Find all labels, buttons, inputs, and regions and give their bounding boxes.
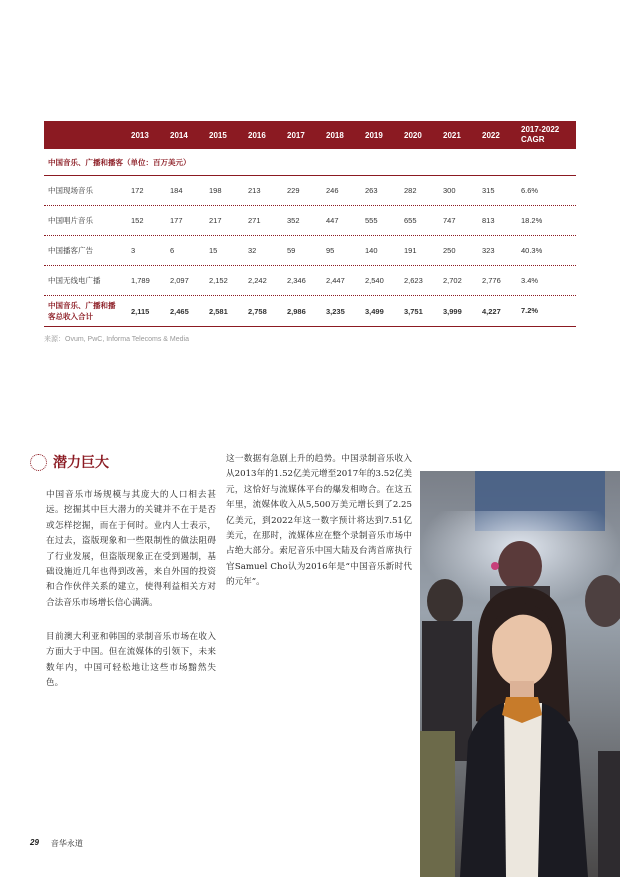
- cell-value: 2,581: [209, 306, 228, 316]
- cell-value: 555: [365, 216, 378, 225]
- cell-value: 271: [248, 216, 261, 225]
- cell-value: 32: [248, 246, 257, 255]
- cell-value: 4,227: [482, 306, 501, 316]
- year-header: 2014: [170, 130, 188, 140]
- row-label: 中国唱片音乐: [48, 216, 93, 225]
- year-header: 2015: [209, 130, 227, 140]
- cell-value: 2,776: [482, 276, 501, 285]
- cell-value: 250: [443, 246, 456, 255]
- cell-value: 3: [131, 246, 136, 255]
- cell-value: 152: [131, 216, 144, 225]
- cell-value: 1,789: [131, 276, 150, 285]
- cell-value: 172: [131, 186, 144, 195]
- page-number: 29: [30, 838, 39, 847]
- cell-value: 352: [287, 216, 300, 225]
- table-row: [44, 206, 576, 236]
- year-header: 2020: [404, 130, 422, 140]
- cell-value: 3,999: [443, 306, 462, 316]
- year-header: 2013: [131, 130, 149, 140]
- cell-value: 282: [404, 186, 417, 195]
- cell-value: 191: [404, 246, 417, 255]
- cagr-header-line: 2017-2022: [521, 125, 560, 134]
- cell-value: 2,986: [287, 306, 306, 316]
- cell-value: 217: [209, 216, 222, 225]
- publication-name: 音华永道: [50, 839, 83, 848]
- row-label: [44, 300, 131, 322]
- table-row: [44, 236, 576, 266]
- cell-value: 2,346: [287, 276, 306, 285]
- year-header: 2016: [248, 130, 266, 140]
- table-header: [44, 121, 576, 149]
- year-header: 2017: [287, 130, 305, 140]
- cell-cagr: 18.2%: [521, 215, 543, 225]
- cell-value: 198: [209, 186, 222, 195]
- cell-cagr: 7.2%: [521, 306, 539, 315]
- page-footer: [30, 838, 83, 849]
- paragraph-3: 这一数据有急剧上升的趋势。中国录制音乐收入从2013年的1.52亿美元增至2017年的3.52亿美元，这恰好与流媒体平台的爆发相吻合。在这五年里，流媒体收入从5,500万美元增长到了2.25亿美元，到2022年这一数字预计将达到7.51亿美元，在那时，流媒体应在整个录制音乐市场中占绝大部分。索尼音乐中国大陆及台湾首席执行官Samuel Cho认为2016年是“中国音乐新时代的元年”。: [226, 454, 412, 588]
- cell-value: 323: [482, 246, 495, 255]
- cell-value: 447: [326, 216, 339, 225]
- paragraph-1: 中国音乐市场规模与其庞大的人口相去甚远。挖掘其中巨大潜力的关键并不在于是否或怎样挖掘，而在于何时。业内人士表示，在过去，盗版现象和一些限制性的做法阻碍了行业发展，但盗版现象正在受到遏制，基础设施近几年也得到改善，来自外国的投资和合作伙伴关系的建立，使得利益相关方对合法音乐市场增长信心满满。: [46, 490, 216, 608]
- cell-value: 6: [170, 246, 175, 255]
- cell-value: 184: [170, 186, 183, 195]
- cell-cagr: 40.3%: [521, 245, 543, 255]
- cell-value: 2,702: [443, 276, 462, 285]
- year-header: 2021: [443, 130, 461, 140]
- cell-value: 140: [365, 246, 378, 255]
- cell-value: 2,242: [248, 276, 267, 285]
- paragraph-2: 目前澳大利亚和韩国的录制音乐市场在收入方面大于中国。但在流媒体的引领下，未来数年内，中国可轻松地让这些市场黯然失色。: [46, 632, 216, 689]
- cell-value: 2,465: [170, 306, 189, 316]
- row-label: 中国播客广告: [48, 246, 93, 255]
- cell-value: 3,751: [404, 306, 423, 316]
- cell-value: 813: [482, 216, 495, 225]
- cell-cagr: 3.4%: [521, 275, 539, 285]
- table-row: [44, 176, 576, 206]
- section-heading-title: 潜力巨大: [53, 455, 109, 471]
- photo-woman-crowd: [420, 471, 620, 877]
- cell-value: 2,115: [131, 306, 150, 316]
- cell-value: 15: [209, 246, 218, 255]
- cagr-header: [521, 125, 575, 145]
- cagr-header-line: CAGR: [521, 135, 545, 144]
- row-label-line: 客总收入合计: [48, 312, 93, 321]
- revenue-table: [44, 121, 576, 327]
- cell-value: 95: [326, 246, 335, 255]
- cell-value: 747: [443, 216, 456, 225]
- cell-value: 246: [326, 186, 339, 195]
- cell-value: 2,758: [248, 306, 267, 316]
- table-row: [44, 266, 576, 296]
- year-header: 2018: [326, 130, 344, 140]
- cell-value: 2,623: [404, 276, 423, 285]
- source-note: 来源：Ovum, PwC, Informa Telecoms & Media: [44, 336, 189, 343]
- row-label: 中国无线电广播: [48, 276, 101, 285]
- row-label-line: 中国音乐、广播和播: [48, 301, 116, 310]
- cell-value: 3,235: [326, 306, 345, 316]
- cell-value: 2,152: [209, 276, 228, 285]
- cell-value: 177: [170, 216, 183, 225]
- cell-value: 2,447: [326, 276, 345, 285]
- cell-value: 655: [404, 216, 417, 225]
- cell-value: 2,540: [365, 276, 384, 285]
- cell-value: 3,499: [365, 306, 384, 316]
- year-header: 2019: [365, 130, 383, 140]
- table-section-title: 中国音乐、广播和播客（单位：百万美元）: [44, 149, 576, 176]
- cell-value: 59: [287, 246, 296, 255]
- total-row: [44, 296, 576, 327]
- cell-value: 213: [248, 186, 261, 195]
- section-heading: [30, 452, 109, 472]
- cell-value: 315: [482, 186, 495, 195]
- row-label: 中国现场音乐: [48, 186, 93, 195]
- year-header: 2022: [482, 130, 500, 140]
- dotted-circle-icon: [30, 454, 47, 471]
- cell-value: 2,097: [170, 276, 189, 285]
- cell-cagr: 6.6%: [521, 185, 539, 195]
- cell-value: 229: [287, 186, 300, 195]
- cell-value: 300: [443, 186, 456, 195]
- cell-value: 263: [365, 186, 378, 195]
